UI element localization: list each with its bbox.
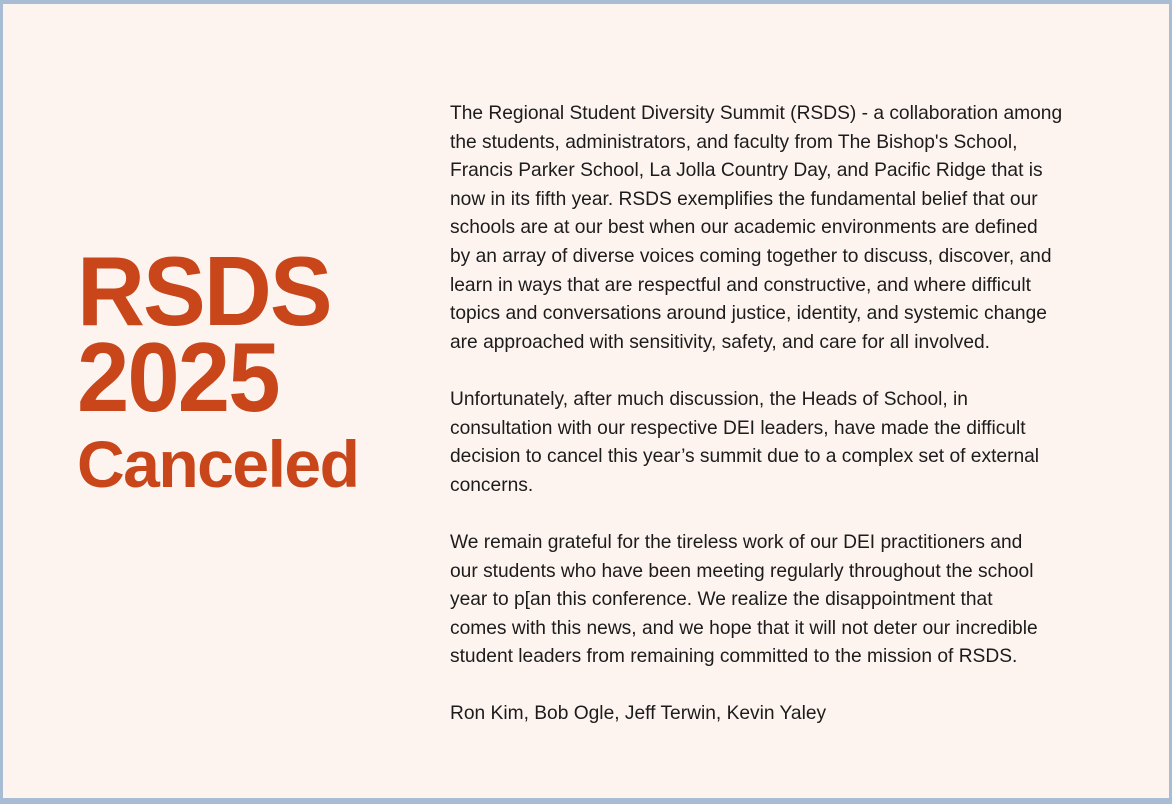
paragraph-intro: The Regional Student Diversity Summit (RSDS) - a collaboration among the students, administrators, and faculty from The Bishop's School, Francis Parker School, La Jolla Country Day, and Pacific Ridge that is now in its fifth year. RSDS exemplifies the fundamental belief that our schools are at our best when our academic environments are defined by an array of diverse voices coming together to discuss, discover, and learn in ways that are respectful and constructive, and where difficult topics and conversations around justice, identity, and systemic change are approached with sensitivity, safety, and care for all involved. — [450, 103, 1063, 353]
paragraph-cancellation: Unfortunately, after much discussion, the Heads of School, in consultation with our respective DEI leaders, have made the difficult decision to cancel this year’s summit due to a complex set of external concerns. — [450, 388, 1040, 496]
paragraph-gratitude: We remain grateful for the tireless work of our DEI practitioners and our students who have been meeting regularly throughout the school year to p[an this conference. We realize the disappointment that comes with this news, and we hope that it will not deter our incredible student leaders from remaining committed to the mission of RSDS. — [450, 531, 1038, 668]
headline — [77, 236, 417, 504]
announcement-card — [3, 4, 1169, 798]
signature: Ron Kim, Bob Ogle, Jeff Terwin, Kevin Yaley — [450, 703, 827, 725]
headline-status: Canceled — [77, 427, 359, 501]
announcement-body — [450, 100, 1140, 729]
headline-year: 2025 — [77, 322, 279, 432]
headline-acronym: RSDS — [77, 236, 331, 346]
